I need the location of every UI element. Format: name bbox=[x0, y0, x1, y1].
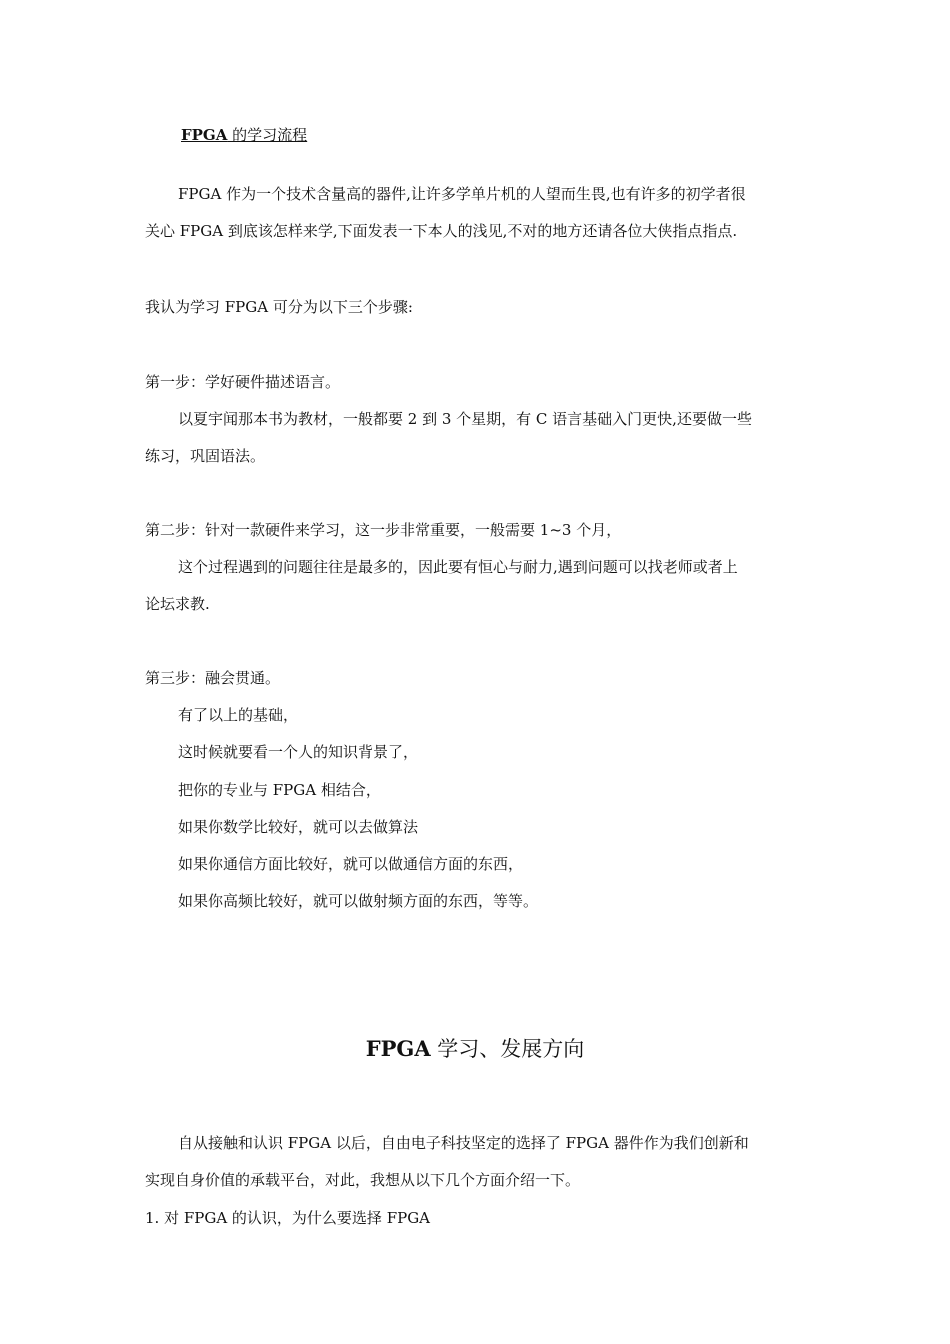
step2-heading: 第二步：针对一款硬件来学习，这一步非常重要，一般需要 1~3 个月， bbox=[145, 521, 622, 539]
intro-line-1: FPGA 作为一个技术含量高的器件,让许多学单片机的人望而生畏,也有许多的初学者很 bbox=[178, 185, 746, 203]
section2-title-rest: 学习、发展方向 bbox=[430, 1037, 585, 1061]
section-title bbox=[181, 125, 307, 145]
section2-item-1: 1. 对 FPGA 的认识，为什么要选择 FPGA bbox=[145, 1209, 431, 1227]
step2-line-1: 这个过程遇到的问题往往是最多的，因此要有恒心与耐力,遇到问题可以找老师或者上 bbox=[178, 558, 738, 576]
intro-line-2: 关心 FPGA 到底该怎样来学,下面发表一下本人的浅见,不对的地方还请各位大侠指点指点. bbox=[145, 222, 738, 240]
step3-line-4: 如果你数学比较好，就可以去做算法 bbox=[178, 818, 419, 836]
step3-line-1: 有了以上的基础， bbox=[178, 706, 299, 724]
step3-line-6: 如果你高频比较好，就可以做射频方面的东西，等等。 bbox=[178, 892, 539, 910]
section-title-latin: FPGA bbox=[181, 126, 228, 144]
step3-line-5: 如果你通信方面比较好，就可以做通信方面的东西， bbox=[178, 855, 524, 873]
step2-line-2: 论坛求教. bbox=[145, 595, 210, 613]
step3-line-2: 这时候就要看一个人的知识背景了， bbox=[178, 743, 419, 761]
section2-line-1: 自从接触和认识 FPGA 以后，自由电子科技坚定的选择了 FPGA 器件作为我们创新和 bbox=[178, 1134, 749, 1152]
section2-title bbox=[0, 1035, 950, 1063]
steps-intro: 我认为学习 FPGA 可分为以下三个步骤: bbox=[145, 298, 413, 316]
step1-line-1: 以夏宇闻那本书为教材，一般都要 2 到 3 个星期，有 C 语言基础入门更快,还要做一些 bbox=[178, 410, 752, 428]
step3-heading: 第三步：融会贯通。 bbox=[145, 669, 281, 687]
step1-heading: 第一步：学好硬件描述语言。 bbox=[145, 373, 341, 391]
step3-line-3: 把你的专业与 FPGA 相结合， bbox=[178, 781, 381, 799]
section2-line-2: 实现自身价值的承载平台，对此，我想从以下几个方面介绍一下。 bbox=[145, 1171, 581, 1189]
step1-line-2: 练习，巩固语法。 bbox=[145, 447, 266, 465]
section-title-rest: 的学习流程 bbox=[227, 126, 308, 144]
section2-title-latin: FPGA bbox=[365, 1036, 431, 1061]
